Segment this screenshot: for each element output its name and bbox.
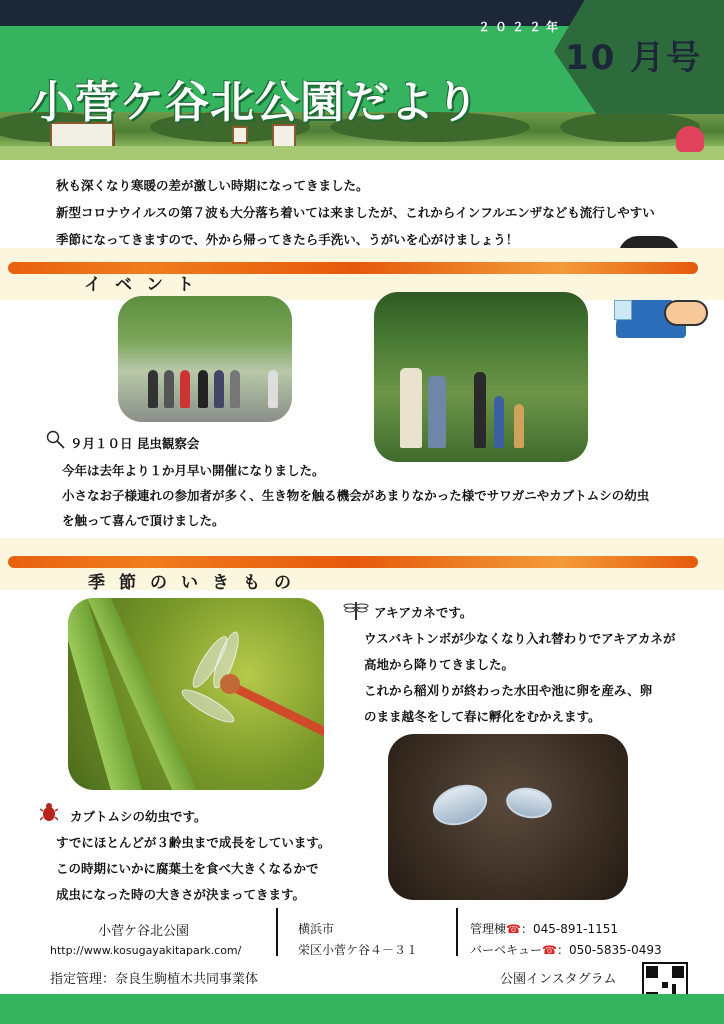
office-label: 管理棟 (470, 922, 507, 936)
footer-website-link[interactable]: http://www.kosugayakitapark.com/ (50, 944, 242, 957)
footer-instagram-label: 公園インスタグラム (500, 972, 617, 987)
beetle-larva-photo (388, 734, 628, 900)
newsletter-title: 小菅ケ谷北公園だより (30, 77, 480, 128)
event-description (62, 458, 702, 533)
footer (0, 908, 724, 988)
footer-divider (456, 908, 458, 956)
event-photo-2 (374, 292, 588, 462)
akiakane-line: ウスバキトンボが少なくなり入れ替わりでアキアカネが (364, 631, 676, 646)
footer-divider (276, 908, 278, 956)
akiakane-line: 高地から降りてきました。 (364, 657, 515, 672)
kabuto-heading: カブトムシの幼虫です。 (70, 809, 207, 824)
footer-manager: 指定管理：奈良生駒植木共同事業体 (50, 972, 259, 987)
event-line: 今年は去年より１か月早い開催になりました。 (62, 463, 325, 478)
intro-text (56, 172, 656, 253)
phone-icon: ☎ (506, 922, 521, 936)
footer-green-bar (0, 994, 724, 1024)
event-line: 小さなお子様連れの参加者が多く、生き物を触る機会があまりなかった様でサワガニやカブトムシの幼虫 (62, 488, 650, 503)
phone-icon: ☎ (542, 943, 557, 957)
kabuto-text (56, 804, 376, 908)
dragonfly-photo (68, 598, 324, 790)
intro-line: 新型コロナウイルスの第７波も大分落ち着いては来ましたが、これからインフルエンザなども流行しやすい (56, 205, 655, 220)
issue-number: 10 月号 (565, 38, 703, 78)
footer-office-phone (470, 920, 618, 937)
intro-line: 季節になってきますので、外から帰ってきたら手洗い、うがいを心がけましょう！ (56, 232, 519, 247)
insect-net-icon (46, 430, 66, 450)
intro-line: 秋も深くなり寒暖の差が激しい時期になってきました。 (56, 178, 369, 193)
office-number: ：045-891-1151 (520, 922, 618, 936)
kabuto-line: この時期にいかに腐葉土を食べ大きくなるかで (56, 861, 319, 876)
footer-address-city: 横浜市 (298, 922, 335, 936)
event-line: を触って喜んで頂けました。 (62, 513, 225, 528)
akiakane-line: これから稲刈りが終わった水田や池に卵を産み、卵 (364, 683, 653, 698)
footer-park-name: 小菅ケ谷北公園 (98, 924, 190, 939)
issue-year: ２０２２年 (478, 20, 564, 34)
bbq-label: バーベキュー (470, 943, 543, 957)
akiakane-text (364, 600, 694, 730)
bbq-number: ：050-5835-0493 (556, 943, 662, 957)
footer-bbq-phone (470, 941, 662, 958)
footer-address-street: 栄区小菅ケ谷４－３１ (298, 943, 419, 957)
event-section-heading: イベント (84, 275, 208, 295)
kabuto-line: すでにほとんどが３齢虫まで成長をしています。 (56, 835, 331, 850)
akiakane-heading: アキアカネです。 (374, 605, 473, 620)
akiakane-line: のまま越冬をして春に孵化をむかえます。 (364, 709, 601, 724)
kabuto-line: 成虫になった時の大きさが決まってきます。 (56, 887, 306, 902)
season-section-heading: 季節のいきもの (88, 573, 305, 593)
event-title: ９月１０日 昆虫観察会 (70, 436, 200, 451)
season-brush-line (8, 556, 698, 568)
event-photo-1 (118, 296, 292, 422)
